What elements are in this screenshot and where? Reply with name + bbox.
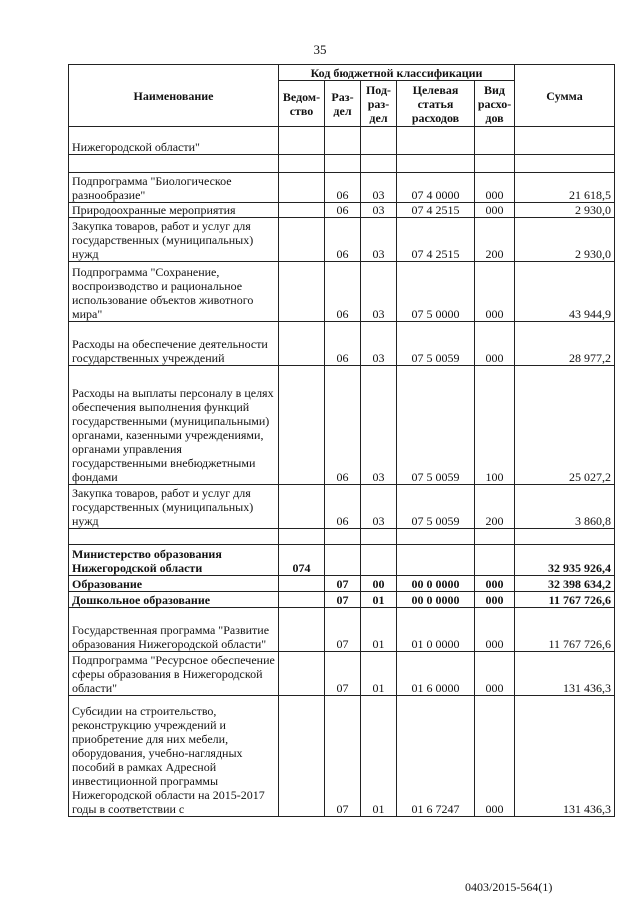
cell-sum: 3 860,8 <box>515 485 615 529</box>
cell-ved <box>279 173 325 203</box>
cell-vid: 000 <box>475 173 515 203</box>
cell-sum: 131 436,3 <box>515 696 615 817</box>
cell-ved <box>279 485 325 529</box>
cell-vid: 200 <box>475 485 515 529</box>
cell-razdel <box>325 127 361 155</box>
cell-razdel: 07 <box>325 608 361 652</box>
header-sum: Сумма <box>515 65 615 127</box>
cell-vid: 000 <box>475 203 515 218</box>
cell-ved <box>279 366 325 485</box>
table-row <box>69 366 615 485</box>
cell-podrazdel: 01 <box>361 608 397 652</box>
header-vedomstvo: Ведом-ство <box>279 81 325 127</box>
cell-target: 01 6 0000 <box>397 652 475 696</box>
cell-sum <box>515 127 615 155</box>
cell-sum <box>515 155 615 173</box>
document-number: 0403/2015-564(1) <box>465 880 553 894</box>
cell-podrazdel: 01 <box>361 592 397 608</box>
cell-name: Подпрограмма "Ресурсное обеспечение сферы образования в Нижегородской области" <box>69 652 279 696</box>
cell-sum: 32 935 926,4 <box>515 545 615 576</box>
cell-sum: 2 930,0 <box>515 218 615 262</box>
cell-razdel: 06 <box>325 366 361 485</box>
cell-ved <box>279 322 325 366</box>
cell-vid: 000 <box>475 652 515 696</box>
cell-target: 07 5 0059 <box>397 485 475 529</box>
table-row <box>69 652 615 696</box>
cell-razdel: 07 <box>325 576 361 592</box>
cell-name: Закупка товаров, работ и услуг для государственных (муниципальных) нужд <box>69 485 279 529</box>
cell-vid <box>475 127 515 155</box>
table-row <box>69 696 615 817</box>
cell-name: Подпрограмма "Сохранение, воспроизводство и рациональное использование объектов животного мира" <box>69 262 279 322</box>
cell-vid: 000 <box>475 608 515 652</box>
cell-podrazdel <box>361 545 397 576</box>
cell-ved <box>279 127 325 155</box>
cell-ved <box>279 652 325 696</box>
cell-podrazdel: 03 <box>361 203 397 218</box>
cell-name: Государственная программа "Развитие образования Нижегородской области" <box>69 608 279 652</box>
cell-sum: 131 436,3 <box>515 652 615 696</box>
cell-sum: 43 944,9 <box>515 262 615 322</box>
cell-name <box>69 529 279 545</box>
header-razdel: Раз-дел <box>325 81 361 127</box>
cell-vid <box>475 529 515 545</box>
cell-name: Министерство образования Нижегородской области <box>69 545 279 576</box>
cell-sum <box>515 529 615 545</box>
table-row <box>69 608 615 652</box>
table-row <box>69 262 615 322</box>
cell-razdel <box>325 545 361 576</box>
cell-razdel: 07 <box>325 696 361 817</box>
cell-target <box>397 155 475 173</box>
cell-podrazdel: 00 <box>361 576 397 592</box>
cell-razdel: 06 <box>325 262 361 322</box>
cell-name: Образование <box>69 576 279 592</box>
cell-target: 01 6 7247 <box>397 696 475 817</box>
cell-sum: 32 398 634,2 <box>515 576 615 592</box>
cell-razdel: 07 <box>325 652 361 696</box>
cell-podrazdel: 03 <box>361 366 397 485</box>
table-row <box>69 485 615 529</box>
cell-target <box>397 529 475 545</box>
table-row <box>69 203 615 218</box>
cell-name: Дошкольное образование <box>69 592 279 608</box>
cell-target <box>397 127 475 155</box>
cell-razdel: 06 <box>325 173 361 203</box>
cell-podrazdel: 03 <box>361 173 397 203</box>
cell-ved <box>279 262 325 322</box>
cell-target: 00 0 0000 <box>397 576 475 592</box>
cell-name: Расходы на выплаты персоналу в целях обеспечения выполнения функций государственными (муниципальными) органами, казенными учреждениями, органами управления государственными внебюджетными фондами <box>69 366 279 485</box>
cell-vid: 000 <box>475 696 515 817</box>
cell-sum: 11 767 726,6 <box>515 608 615 652</box>
cell-name <box>69 155 279 173</box>
cell-podrazdel: 01 <box>361 652 397 696</box>
cell-ved: 074 <box>279 545 325 576</box>
cell-vid: 000 <box>475 322 515 366</box>
header-vid: Вид расхо-дов <box>475 81 515 127</box>
cell-ved <box>279 218 325 262</box>
cell-target <box>397 545 475 576</box>
cell-vid <box>475 155 515 173</box>
cell-target: 07 4 0000 <box>397 173 475 203</box>
cell-razdel <box>325 529 361 545</box>
cell-vid <box>475 545 515 576</box>
cell-vid: 000 <box>475 262 515 322</box>
table-row <box>69 155 615 173</box>
cell-razdel <box>325 155 361 173</box>
cell-podrazdel: 01 <box>361 696 397 817</box>
cell-vid: 200 <box>475 218 515 262</box>
cell-target: 00 0 0000 <box>397 592 475 608</box>
header-podrazdel: Под-раз-дел <box>361 81 397 127</box>
header-budget-code: Код бюджетной классификации <box>279 65 515 81</box>
cell-podrazdel: 03 <box>361 322 397 366</box>
cell-sum: 28 977,2 <box>515 322 615 366</box>
table-row <box>69 592 615 608</box>
cell-vid: 100 <box>475 366 515 485</box>
table-row <box>69 576 615 592</box>
table-row <box>69 322 615 366</box>
cell-target: 07 5 0059 <box>397 366 475 485</box>
page-number: 35 <box>313 42 327 57</box>
cell-name: Природоохранные мероприятия <box>69 203 279 218</box>
table-row <box>69 218 615 262</box>
cell-sum: 2 930,0 <box>515 203 615 218</box>
cell-target: 01 0 0000 <box>397 608 475 652</box>
cell-razdel: 06 <box>325 322 361 366</box>
cell-vid: 000 <box>475 576 515 592</box>
cell-ved <box>279 608 325 652</box>
cell-podrazdel <box>361 127 397 155</box>
header-target: Целевая статья расходов <box>397 81 475 127</box>
table-row <box>69 127 615 155</box>
table-row <box>69 529 615 545</box>
cell-podrazdel <box>361 155 397 173</box>
cell-ved <box>279 203 325 218</box>
cell-ved <box>279 576 325 592</box>
cell-name: Нижегородской области" <box>69 127 279 155</box>
cell-name: Субсидии на строительство, реконструкцию учреждений и приобретение для них мебели, оборудования, учебно-наглядных пособий в рамках Адресной инвестиционной программы Нижегородской области на 2015-2017 годы в соответствии с <box>69 696 279 817</box>
budget-table <box>68 64 615 817</box>
cell-name: Подпрограмма "Биологическое разнообразие" <box>69 173 279 203</box>
cell-razdel: 07 <box>325 592 361 608</box>
cell-podrazdel: 03 <box>361 485 397 529</box>
cell-razdel: 06 <box>325 218 361 262</box>
cell-sum: 25 027,2 <box>515 366 615 485</box>
table-row <box>69 545 615 576</box>
cell-vid: 000 <box>475 592 515 608</box>
cell-ved <box>279 696 325 817</box>
cell-sum: 11 767 726,6 <box>515 592 615 608</box>
cell-podrazdel <box>361 529 397 545</box>
cell-razdel: 06 <box>325 203 361 218</box>
cell-sum: 21 618,5 <box>515 173 615 203</box>
cell-ved <box>279 529 325 545</box>
cell-podrazdel: 03 <box>361 262 397 322</box>
cell-name: Закупка товаров, работ и услуг для государственных (муниципальных) нужд <box>69 218 279 262</box>
cell-target: 07 5 0059 <box>397 322 475 366</box>
cell-ved <box>279 155 325 173</box>
cell-podrazdel: 03 <box>361 218 397 262</box>
cell-ved <box>279 592 325 608</box>
cell-name: Расходы на обеспечение деятельности государственных учреждений <box>69 322 279 366</box>
cell-target: 07 4 2515 <box>397 218 475 262</box>
cell-target: 07 5 0000 <box>397 262 475 322</box>
cell-target: 07 4 2515 <box>397 203 475 218</box>
header-name: Наименование <box>69 65 279 127</box>
table-row <box>69 173 615 203</box>
cell-razdel: 06 <box>325 485 361 529</box>
